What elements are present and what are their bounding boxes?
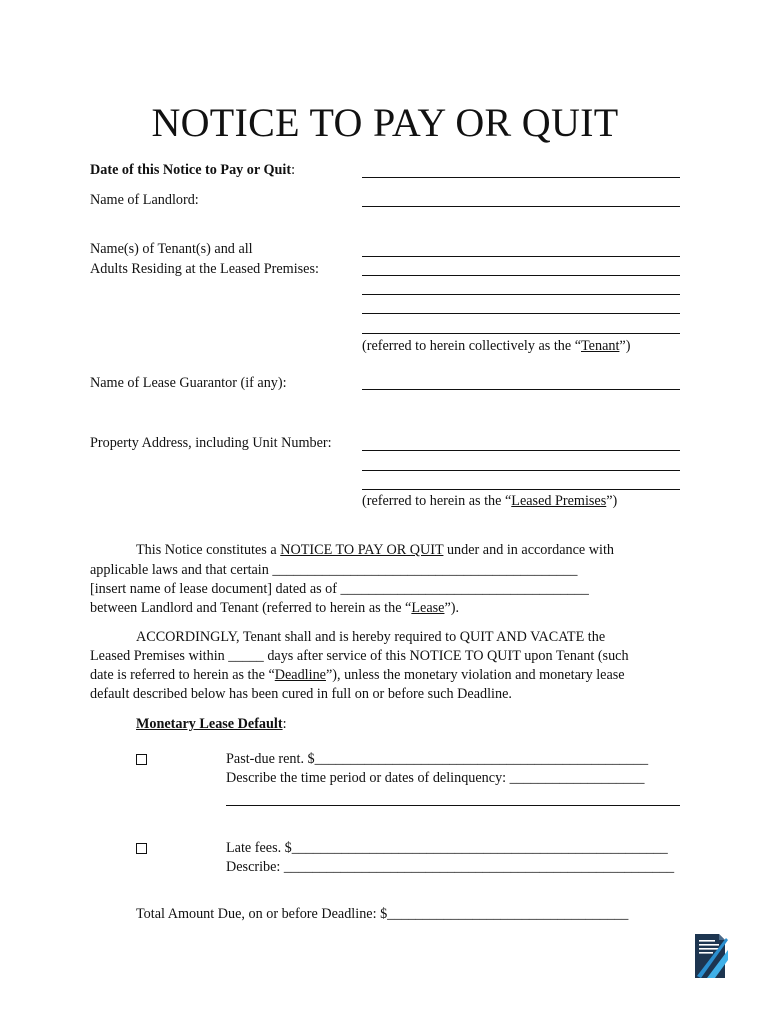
tenant-field-3[interactable] — [362, 294, 680, 295]
late-fees-checkbox[interactable] — [136, 843, 147, 854]
late-fees-describe-line[interactable]: Describe: _______________________________________________________ — [226, 859, 675, 875]
page-title: NOTICE TO PAY OR QUIT — [151, 100, 619, 145]
paragraph2-line2[interactable]: Leased Premises within _____ days after service of this NOTICE TO QUIT upon Tenant (such — [90, 648, 629, 664]
property-field-1[interactable] — [362, 450, 680, 451]
landlord-field[interactable] — [362, 206, 680, 207]
date-field[interactable] — [362, 177, 680, 178]
paragraph1-line1: This Notice constitutes a NOTICE TO PAY OR QUIT under and in accordance with — [136, 542, 614, 558]
document-pen-logo-icon — [693, 930, 729, 980]
notice-term: NOTICE TO PAY OR QUIT — [280, 542, 444, 558]
tenant-reference-note: (referred to herein collectively as the “Tenant”) — [362, 338, 631, 354]
property-label: Property Address, including Unit Number: — [90, 435, 332, 451]
tenant-field-5[interactable] — [362, 333, 680, 334]
guarantor-field[interactable] — [362, 389, 680, 390]
leased-premises-term: Leased Premises — [511, 493, 607, 509]
paragraph2-line4: default described below has been cured in full on or before such Deadline. — [90, 686, 512, 702]
paragraph1-line4: between Landlord and Tenant (referred to herein as the “Lease”). — [90, 600, 460, 616]
tenants-label-line1: Name(s) of Tenant(s) and all — [90, 241, 253, 257]
tenants-label-line2: Adults Residing at the Leased Premises: — [90, 261, 319, 277]
tenant-term: Tenant — [581, 338, 620, 354]
deadline-term: Deadline — [274, 667, 326, 683]
total-amount-line[interactable]: Total Amount Due, on or before Deadline: $__________________________________ — [136, 906, 629, 922]
date-label: Date of this Notice to Pay or Quit — [90, 162, 292, 178]
past-due-rent-line[interactable]: Past-due rent. $_______________________________________________ — [226, 751, 649, 767]
tenant-field-1[interactable] — [362, 256, 680, 257]
paragraph2-line1: ACCORDINGLY, Tenant shall and is hereby required to QUIT AND VACATE the — [136, 629, 606, 645]
landlord-label: Name of Landlord: — [90, 192, 199, 208]
tenant-field-4[interactable] — [362, 313, 680, 314]
delinquency-period-line[interactable]: Describe the time period or dates of delinquency: ___________________ — [226, 770, 645, 786]
premises-reference-note: (referred to herein as the “Leased Premises”) — [362, 493, 618, 509]
lease-term: Lease — [411, 600, 445, 616]
tenant-field-2[interactable] — [362, 275, 680, 276]
date-label-row — [90, 162, 295, 179]
property-field-3[interactable] — [362, 489, 680, 490]
guarantor-label: Name of Lease Guarantor (if any): — [90, 375, 287, 391]
property-field-2[interactable] — [362, 470, 680, 471]
late-fees-line[interactable]: Late fees. $_____________________________________________________ — [226, 840, 668, 856]
default-heading: Monetary Lease Default: — [136, 716, 287, 732]
delinquency-extra-field[interactable] — [226, 805, 680, 806]
date-label-colon: : — [291, 162, 296, 178]
paragraph1-line2[interactable]: applicable laws and that certain ___________________________________________ — [90, 562, 578, 578]
paragraph2-line3: date is referred to herein as the “Deadline”), unless the monetary violation and monetary lease — [90, 667, 625, 683]
past-due-rent-checkbox[interactable] — [136, 754, 147, 765]
paragraph1-line3[interactable]: [insert name of lease document] dated as of ___________________________________ — [90, 581, 589, 597]
